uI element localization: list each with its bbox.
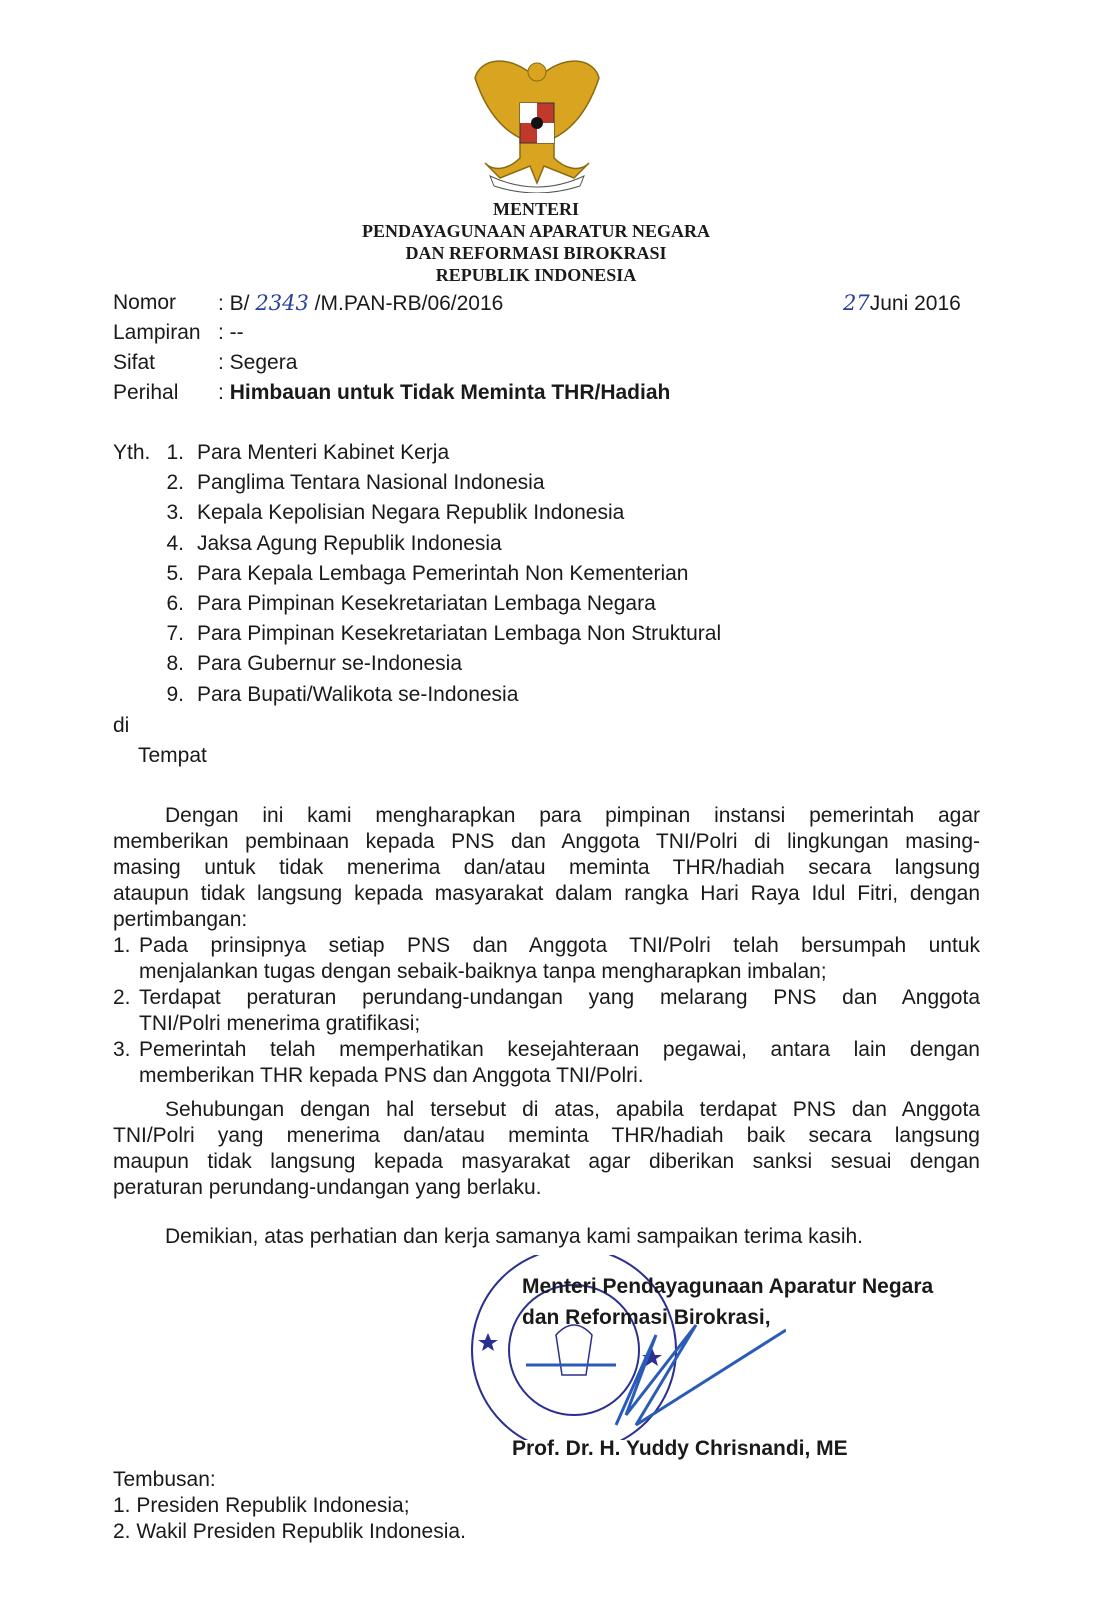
point-line: memberikan THR kepada PNS dan Anggota TNI/Polri. <box>139 1064 644 1087</box>
signatory-name: Prof. Dr. H. Yuddy Chrisnandi, ME <box>512 1437 848 1460</box>
recipient-item: Panglima Tentara Nasional Indonesia <box>197 471 545 494</box>
letterhead-line: MENTERI <box>492 199 579 219</box>
di-label: di <box>113 714 130 737</box>
paragraph-line: Dengan ini kami mengharapkan para pimpinan instansi pemerintah agar <box>165 804 980 827</box>
point-line: Pemerintah telah memperhatikan kesejahteraan pegawai, antara lain dengan <box>139 1038 980 1061</box>
perihal-label: Perihal <box>113 381 179 404</box>
letterhead-line: PENDAYAGUNAAN APARATUR NEGARA <box>361 221 711 241</box>
letterhead <box>0 198 1072 286</box>
recipient-item: Para Gubernur se-Indonesia <box>197 652 462 675</box>
nomor-prefix: : B/ <box>218 292 250 315</box>
point-line: TNI/Polri menerima gratifikasi; <box>139 1012 421 1035</box>
signatory-title-line1: Menteri Pendayagunaan Aparatur Negara <box>522 1275 934 1298</box>
point-line: menjalankan tugas dengan sebaik-baiknya tanpa mengharapkan imbalan; <box>139 960 827 983</box>
recipient-item: Para Pimpinan Kesekretariatan Lembaga Negara <box>197 592 656 615</box>
paragraph-line: peraturan perundang-undangan yang berlaku. <box>113 1176 542 1199</box>
point-number: 2. <box>113 986 131 1009</box>
recipient-item: Para Pimpinan Kesekretariatan Lembaga Non Struktural <box>197 622 722 645</box>
recipient-item: Para Kepala Lembaga Pemerintah Non Kementerian <box>197 562 689 585</box>
paragraph-line: masing untuk tidak menerima dan/atau meminta THR/hadiah secara langsung <box>113 856 980 879</box>
sifat-value: : Segera <box>218 351 298 374</box>
paragraph-line: TNI/Polri yang menerima dan/atau meminta THR/hadiah baik secara langsung <box>113 1124 980 1147</box>
tempat-label: Tempat <box>138 744 207 767</box>
recipient-number: 8. <box>166 652 184 675</box>
letter-date <box>843 291 961 315</box>
signatory-title-line2: dan Reformasi Birokrasi, <box>522 1306 771 1329</box>
point-line: Terdapat peraturan perundang-undangan yang melarang PNS dan Anggota <box>139 986 980 1009</box>
recipient-number: 7. <box>166 622 184 645</box>
recipient-item: Jaksa Agung Republik Indonesia <box>197 532 502 555</box>
recipient-number: 1. <box>166 441 184 464</box>
lampiran-value: : -- <box>218 321 244 344</box>
cc-item: 2. Wakil Presiden Republik Indonesia. <box>113 1520 466 1543</box>
nomor-value <box>218 291 503 315</box>
perihal-colon: : <box>218 381 224 404</box>
letterhead-line: REPUBLIK INDONESIA <box>435 265 637 285</box>
yth-prefix: Yth. <box>113 441 151 464</box>
cc-label: Tembusan: <box>113 1468 216 1491</box>
recipient-number: 2. <box>166 471 184 494</box>
paragraph-line: memberikan pembinaan kepada PNS dan Anggota TNI/Polri di lingkungan masing- <box>113 830 980 853</box>
recipient-number: 3. <box>166 501 184 524</box>
sifat-label: Sifat <box>113 351 156 374</box>
paragraph-line: Sehubungan dengan hal tersebut di atas, apabila terdapat PNS dan Anggota <box>165 1098 980 1121</box>
point-number: 1. <box>113 934 131 957</box>
point-line: Pada prinsipnya setiap PNS dan Anggota TNI/Polri telah bersumpah untuk <box>139 934 980 957</box>
paragraph-line: pertimbangan: <box>113 908 248 931</box>
perihal-value <box>218 381 670 405</box>
recipient-item: Para Menteri Kabinet Kerja <box>197 441 450 464</box>
date-rest: Juni 2016 <box>869 292 961 315</box>
lampiran-label: Lampiran <box>113 321 201 344</box>
garuda-emblem <box>470 48 605 193</box>
nomor-suffix: /M.PAN-RB/06/2016 <box>314 292 504 315</box>
point-number: 3. <box>113 1038 131 1061</box>
perihal-subject: Himbauan untuk Tidak Meminta THR/Hadiah <box>229 381 671 404</box>
date-day-handwritten: 27 <box>843 291 870 315</box>
cc-item: 1. Presiden Republik Indonesia; <box>113 1494 410 1517</box>
paragraph-line: ataupun tidak langsung kepada masyarakat dalam rangka Hari Raya Idul Fitri, dengan <box>113 882 980 905</box>
nomor-label: Nomor <box>113 291 177 314</box>
paragraph-line: maupun tidak langsung kepada masyarakat agar diberikan sanksi sesuai dengan <box>113 1150 980 1173</box>
recipient-number: 9. <box>166 683 184 706</box>
recipient-number: 4. <box>166 532 184 555</box>
nomor-handwritten: 2343 <box>255 291 309 315</box>
letterhead-line: DAN REFORMASI BIROKRASI <box>405 243 667 263</box>
recipient-item: Kepala Kepolisian Negara Republik Indonesia <box>197 501 625 524</box>
recipient-number: 6. <box>166 592 184 615</box>
recipient-item: Para Bupati/Walikota se-Indonesia <box>197 683 519 706</box>
recipient-number: 5. <box>166 562 184 585</box>
closing-sentence: Demikian, atas perhatian dan kerja samanya kami sampaikan terima kasih. <box>165 1225 863 1248</box>
